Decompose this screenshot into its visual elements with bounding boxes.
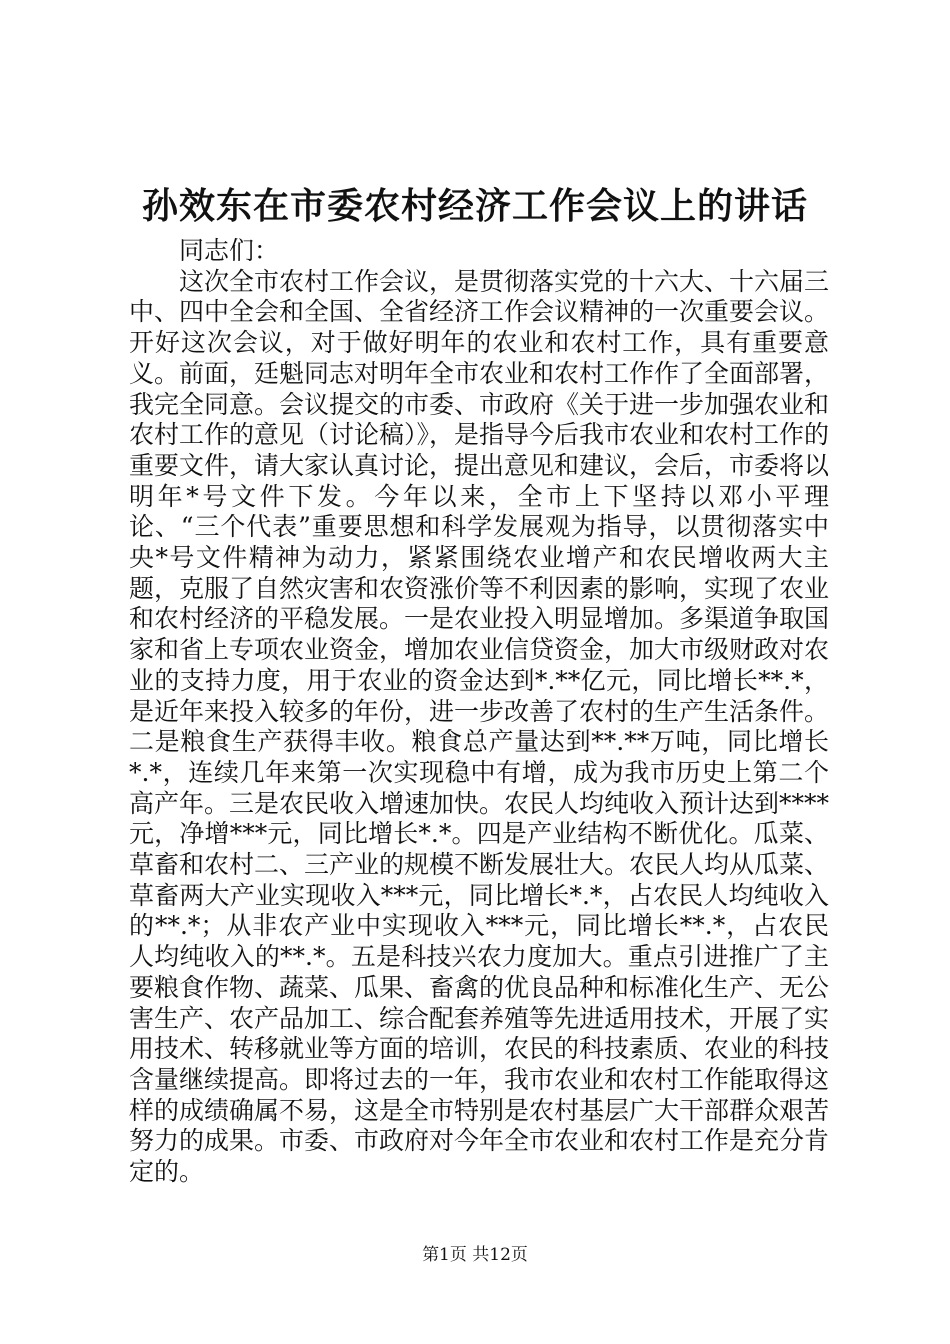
body-paragraph: 这次全市农村工作会议，是贯彻落实党的十六大、十六届三中、四中全会和全国、全省经济工作会议精神的一次重要会议。开好这次会议，对于做好明年的农业和农村工作，具有重要意义。前面，廷魁同志对明年全市农业和农村工作作了全面部署，我完全同意。会议提交的市委、市政府《关于进一步加强农业和农村工作的意见（讨论稿）》，是指导今后我市农业和农村工作的重要文件，请大家认真讨论，提出意见和建议，会后，市委将以明年*号文件下发。今年以来，全市上下坚持以邓小平理论、“三个代表”重要思想和科学发展观为指导，以贯彻落实中央*号文件精神为动力，紧紧围绕农业增产和农民增收两大主题，克服了自然灾害和农资涨价等不利因素的影响，实现了农业和农村经济的平稳发展。一是农业投入明显增加。多渠道争取国家和省上专项农业资金，增加农业信贷资金，加大市级财政对农业的支持力度，用于农业的资金达到*.**亿元，同比增长**.*，是近年来投入较多的年份，进一步改善了农村的生产生活条件。二是粮食生产获得丰收。粮食总产量达到**.**万吨，同比增长*.*，连续几年来第一次实现稳中有增，成为我市历史上第二个高产年。三是农民收入增速加快。农民人均纯收入预计达到****元，净增***元，同比增长*.*。四是产业结构不断优化。瓜菜、草畜和农村二、三产业的规模不断发展壮大。农民人均从瓜菜、草畜两大产业实现收入***元，同比增长*.*，占农民人均纯收入的**.*；从非农产业中实现收入***元，同比增长**.*，占农民人均纯收入的**.*。五是科技兴农力度加大。重点引进推广了主要粮食作物、蔬菜、瓜果、畜禽的优良品种和标准化生产、无公害生产、农产品加工、综合配套养殖等先进适用技术，开展了实用技术、转移就业等方面的培训，农民的科技素质、农业的科技含量继续提高。即将过去的一年，我市农业和农村工作能取得这样的成绩确属不易，这是全市特别是农村基层广大干部群众艰苦努力的成果。市委、市政府对今年全市农业和农村工作是充分肯定的。 (129, 266, 830, 1187)
document-body (129, 236, 829, 1188)
salutation: 同志们： (179, 236, 280, 265)
document-title: 孙效东在市委农村经济工作会议上的讲话 (141, 185, 808, 227)
page-footer: 第1页 共12页 (422, 1245, 528, 1265)
